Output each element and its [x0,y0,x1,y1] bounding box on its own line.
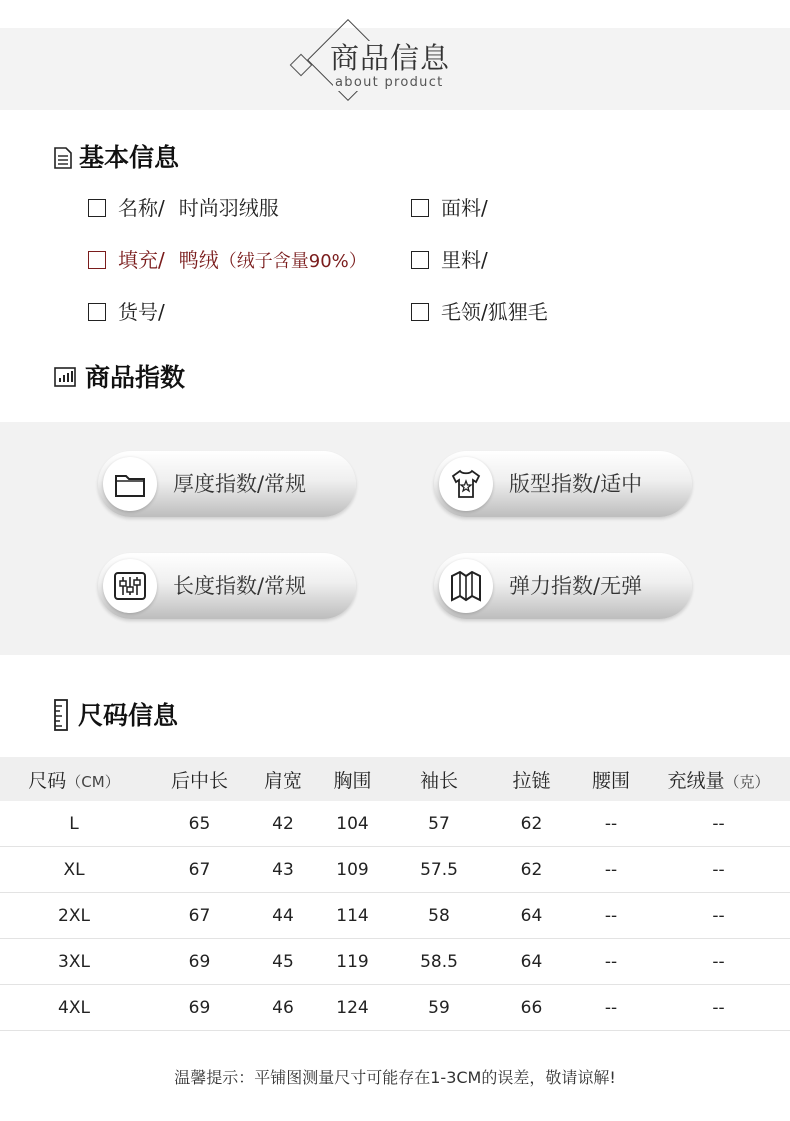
table-cell: 64 [488,939,575,985]
tshirt-icon [449,467,483,501]
document-icon [54,147,72,169]
table-cell: -- [647,893,790,939]
table-cell: -- [575,893,647,939]
table-cell: -- [647,939,790,985]
index-length [98,553,356,619]
page-title: 商品信息 [330,41,451,75]
table-cell: 57 [390,801,488,847]
folder-icon [113,467,147,501]
table-cell: 114 [315,893,390,939]
attr-label: 填充/ [118,248,165,272]
checkbox-icon [88,199,106,217]
table-cell: 64 [488,893,575,939]
table-cell: 66 [488,985,575,1031]
map-icon [449,569,483,603]
index-label: 弹力指数/无弹 [509,574,643,598]
section-title-size: 尺码信息 [78,701,179,730]
table-cell: 69 [148,939,251,985]
table-cell: -- [575,801,647,847]
table-cell: -- [647,801,790,847]
col-header-chest: 胸围 [315,757,390,801]
table-row [0,985,790,1031]
col-header-shoulder: 肩宽 [251,757,315,801]
checkbox-icon [411,199,429,217]
table-cell: -- [647,985,790,1031]
table-cell: -- [575,985,647,1031]
table-cell: 45 [251,939,315,985]
index-label: 版型指数/适中 [509,472,643,496]
table-cell: 46 [251,985,315,1031]
table-cell: 42 [251,801,315,847]
ruler-icon [54,699,68,731]
table-cell: 67 [148,847,251,893]
attr-item-no [88,299,165,325]
attr-fabric [411,195,488,221]
index-elasticity [434,553,692,619]
table-cell: 62 [488,801,575,847]
measurement-note: 温馨提示：平铺图测量尺寸可能存在1-3CM的误差，敬请谅解! [174,1068,616,1087]
attr-name [88,195,279,221]
table-cell: -- [575,939,647,985]
index-icon-circle [103,559,157,613]
table-cell: L [0,801,148,847]
table-cell: 109 [315,847,390,893]
table-cell: -- [575,847,647,893]
index-label: 厚度指数/常规 [173,472,307,496]
section-title-basic: 基本信息 [79,143,180,172]
table-cell: 59 [390,985,488,1031]
table-cell: XL [0,847,148,893]
attr-collar [411,299,548,325]
table-cell: 3XL [0,939,148,985]
table-row [0,939,790,985]
attr-lining [411,247,488,273]
attr-value: 鸭绒 [178,248,219,272]
table-cell: 119 [315,939,390,985]
attr-fill [88,247,367,275]
col-header-zipper: 拉链 [488,757,575,801]
index-fit [434,451,692,517]
attr-label: 毛领/狐狸毛 [441,300,548,324]
sliders-icon [113,569,147,603]
table-cell: 124 [315,985,390,1031]
col-header-back-length: 后中长 [148,757,251,801]
attr-label: 里料/ [441,248,488,272]
table-row [0,893,790,939]
page-subtitle: about product [335,75,444,90]
table-cell: 44 [251,893,315,939]
col-header-sleeve: 袖长 [390,757,488,801]
checkbox-icon [411,251,429,269]
col-header-fill-weight: 充绒量（克） [647,757,790,801]
table-cell: 104 [315,801,390,847]
checkbox-icon [88,303,106,321]
table-cell: 58.5 [390,939,488,985]
size-table [0,757,790,1031]
checkbox-icon [88,251,106,269]
table-row [0,801,790,847]
attr-value: 时尚羽绒服 [178,196,279,220]
attr-label: 名称/ [118,196,165,220]
index-thickness [98,451,356,517]
attr-label: 面料/ [441,196,488,220]
table-cell: 69 [148,985,251,1031]
attr-note: （绒子含量90%） [218,251,367,272]
table-cell: 65 [148,801,251,847]
table-header-row [0,757,790,801]
bar-chart-icon [54,367,76,387]
index-icon-circle [439,457,493,511]
table-cell: -- [647,847,790,893]
section-title-index: 商品指数 [85,363,186,392]
table-cell: 2XL [0,893,148,939]
index-icon-circle [439,559,493,613]
attr-label: 货号/ [118,300,165,324]
table-cell: 58 [390,893,488,939]
table-cell: 62 [488,847,575,893]
index-label: 长度指数/常规 [173,574,307,598]
checkbox-icon [411,303,429,321]
table-cell: 57.5 [390,847,488,893]
index-icon-circle [103,457,157,511]
col-header-waist: 腰围 [575,757,647,801]
table-cell: 4XL [0,985,148,1031]
table-cell: 67 [148,893,251,939]
col-header-size: 尺码（CM） [0,757,148,801]
table-row [0,847,790,893]
table-cell: 43 [251,847,315,893]
